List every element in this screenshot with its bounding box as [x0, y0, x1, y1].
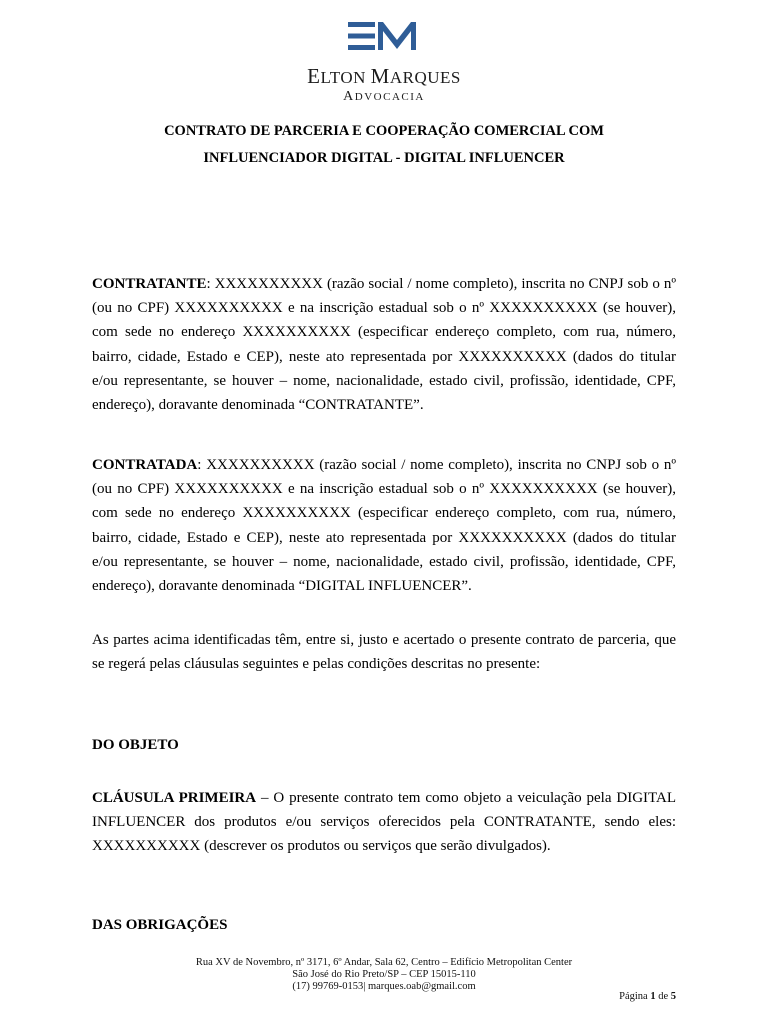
contratada-paragraph — [92, 453, 676, 598]
section-heading-do-objeto: DO OBJETO — [92, 737, 179, 753]
em-monogram-icon — [346, 16, 422, 56]
firm-subtitle-rest: DVOCACIA — [354, 91, 425, 103]
contract-title-line1: CONTRATO DE PARCERIA E COOPERAÇÃO COMERCIAL COM — [164, 123, 604, 139]
firm-logo — [300, 16, 468, 108]
firm-name-last-initial: M — [370, 64, 390, 88]
footer-contact-line: (17) 99769-0153| marques.oab@gmail.com — [292, 981, 476, 992]
clausula-primeira-paragraph — [92, 786, 676, 859]
page-number-total: 5 — [670, 991, 676, 1002]
clausula-primeira-text: – O presente contrato tem como objeto a veiculação pela DIGITAL INFLUENCER dos produtos e/ou serviços oferecidos pela CONTRATANTE, sendo eles: XXXXXXXXXX (descrever os produtos ou serviços que serão divulgados). — [92, 790, 676, 855]
page-number-prefix: Página — [619, 991, 651, 1002]
firm-name-first-rest: LTON — [320, 68, 371, 87]
footer-address-line: Rua XV de Novembro, nº 3171, 6º Andar, Sala 62, Centro – Edifício Metropolitan Center — [195, 957, 573, 968]
firm-name-first-initial: E — [307, 64, 321, 88]
firm-subtitle-initial: A — [343, 89, 355, 104]
clausula-primeira-label: CLÁUSULA PRIMEIRA — [92, 790, 257, 806]
contratante-label: CONTRATANTE — [92, 276, 207, 292]
contratada-text: : XXXXXXXXXX (razão social / nome completo), inscrita no CNPJ sob o nº (ou no CPF) XXXXXXXXXX e na inscrição estadual sob o nº XXXXXXXXXX (se houver), com sede no endereço XXXXXXXXXX (especificar endereço completo, com rua, número, bairro, cidade, Estado e CEP), neste ato representada por XXXXXXXXXX (dados do titular e/ou representante, se houver – nome, nacionalidade, estado civil, profissão, identidade, CPF, endereço), doravante denominada “DIGITAL INFLUENCER”. — [92, 457, 676, 595]
firm-subtitle — [300, 89, 468, 105]
page-number-separator: de — [655, 991, 671, 1002]
contract-title-line2: INFLUENCIADOR DIGITAL - DIGITAL INFLUENCER — [203, 150, 565, 166]
contratante-paragraph — [92, 272, 676, 417]
page-number-current: 1 — [650, 991, 656, 1002]
firm-name — [300, 64, 468, 89]
page-number — [560, 991, 676, 1002]
contratante-text: : XXXXXXXXXX (razão social / nome completo), inscrita no CNPJ sob o nº (ou no CPF) XXXXXXXXXX e na inscrição estadual sob o nº XXXXXXXXXX (se houver), com sede no endereço XXXXXXXXXX (especificar endereço completo, com rua, número, bairro, cidade, Estado e CEP), neste ato representada por XXXXXXXXXX (dados do titular e/ou representante, se houver – nome, nacionalidade, estado civil, profissão, identidade, CPF, endereço), doravante denominada “CONTRATANTE”. — [92, 276, 676, 414]
firm-name-last-rest: ARQUES — [389, 68, 461, 87]
contratada-label: CONTRATADA — [92, 457, 198, 473]
partes-paragraph: As partes acima identificadas têm, entre si, justo e acertado o presente contrato de parceria, que se regerá pelas cláusulas seguintes e pelas condições descritas no presente: — [92, 632, 676, 673]
section-heading-das-obrigacoes: DAS OBRIGAÇÕES — [92, 917, 228, 933]
footer-city-line: São José do Rio Preto/SP – CEP 15015-110 — [292, 969, 476, 980]
